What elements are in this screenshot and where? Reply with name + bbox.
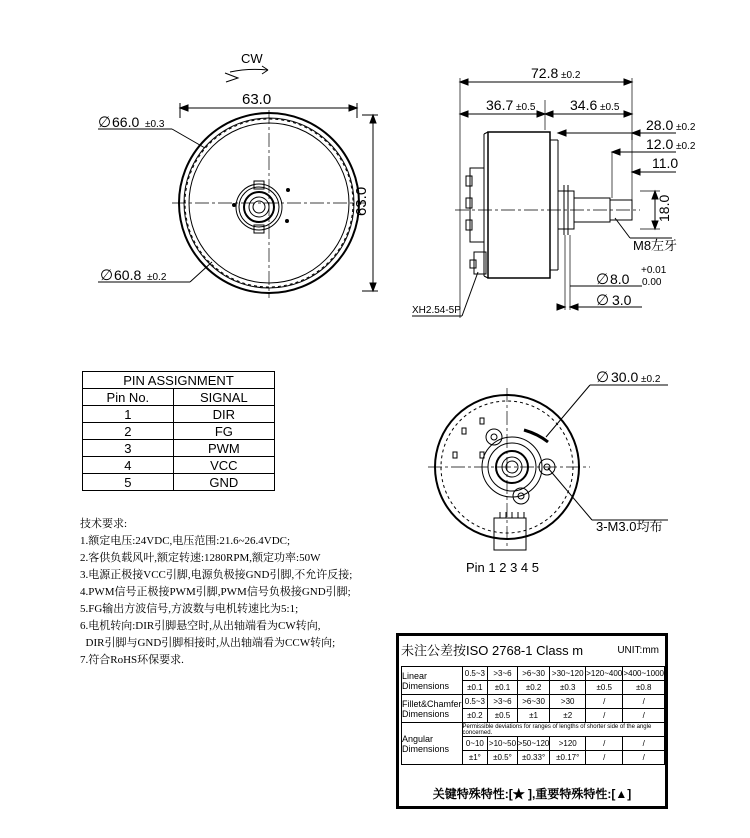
fillet-label: Fillet&Chamfer Dimensions bbox=[402, 695, 463, 723]
thread-label: M8左牙 bbox=[633, 238, 678, 253]
connector-label: XH2.54-5P bbox=[412, 305, 461, 316]
angular-note: Permissible deviations for ranges of lengths of shorter side of the angle concerned. bbox=[462, 723, 664, 737]
overall-dim: 72.8 bbox=[531, 65, 559, 81]
shaft-tol-upper: +0.01 bbox=[641, 265, 667, 276]
note-line: 4.PWM信号正极接PWM引脚,PWM信号负极接GND引脚; bbox=[80, 586, 351, 598]
shaft-dia-symbol: ∅ bbox=[596, 271, 610, 288]
value-cell: ±0.2 bbox=[462, 709, 488, 723]
table-row bbox=[83, 423, 275, 440]
right-len-tol: ±0.5 bbox=[600, 102, 620, 113]
tolerance-grid bbox=[401, 666, 665, 765]
range-cell: >120 bbox=[550, 737, 586, 751]
note-line: 6.电机转向:DIR引脚悬空时,从出轴端看为CW转向, bbox=[80, 620, 321, 632]
slash-cell: / bbox=[623, 737, 665, 751]
value-cell: ±0.33° bbox=[517, 751, 550, 765]
signal-col-header: SIGNAL bbox=[173, 389, 274, 406]
rear-dia-symbol: ∅ bbox=[596, 369, 610, 386]
d18-dim: 18.0 bbox=[656, 194, 672, 222]
range-cell: >10~50 bbox=[488, 737, 517, 751]
note-line: 5.FG输出方波信号,方波数与电机转速比为5:1; bbox=[80, 603, 299, 615]
pin-number: 2 bbox=[83, 423, 174, 440]
table-row bbox=[402, 723, 665, 737]
range-cell: 0.5~3 bbox=[462, 667, 488, 681]
rotation-label: CW bbox=[241, 51, 263, 66]
range-cell: 0~10 bbox=[462, 737, 488, 751]
bore-dia-symbol: ∅ bbox=[596, 292, 610, 309]
d12-tol: ±0.2 bbox=[676, 141, 696, 152]
range-cell: >3~6 bbox=[488, 695, 517, 709]
range-cell: >3~6 bbox=[488, 667, 517, 681]
pin-number: 3 bbox=[83, 440, 174, 457]
slash-cell: / bbox=[623, 751, 665, 765]
angular-label: Angular Dimensions bbox=[402, 723, 463, 765]
rear-dia-dim: 30.0 bbox=[611, 369, 639, 385]
pin-signal: FG bbox=[173, 423, 274, 440]
slash-cell: / bbox=[623, 695, 665, 709]
pin-col-header: Pin No. bbox=[83, 389, 174, 406]
value-cell: ±0.1 bbox=[462, 681, 488, 695]
range-cell: >30~120 bbox=[550, 667, 586, 681]
side-view bbox=[412, 78, 679, 318]
pin-signal: DIR bbox=[173, 406, 274, 423]
overall-tol: ±0.2 bbox=[561, 70, 581, 81]
outer-dia-symbol: ∅ bbox=[98, 114, 112, 131]
shaft-tol-lower: 0.00 bbox=[642, 277, 662, 288]
tolerance-title: 未注公差按ISO 2768-1 Class m bbox=[401, 643, 584, 658]
outer-dia-dim: 66.0 bbox=[112, 114, 140, 130]
range-cell: 0.5~3 bbox=[462, 695, 488, 709]
d28-tol: ±0.2 bbox=[676, 122, 696, 133]
shaft-dia-dim: 8.0 bbox=[610, 271, 630, 287]
slash-cell: / bbox=[585, 751, 622, 765]
value-cell: ±0.5 bbox=[488, 709, 517, 723]
front-height-dim: 63.0 bbox=[353, 186, 370, 216]
note-line: 1.额定电压:24VDC,电压范围:21.6~26.4VDC; bbox=[80, 535, 291, 547]
notes-title: 技术要求: bbox=[80, 518, 128, 530]
outer-dia-tol: ±0.3 bbox=[145, 119, 165, 130]
value-cell: ±0.8 bbox=[623, 681, 665, 695]
table-row bbox=[83, 474, 275, 491]
pin-signal: PWM bbox=[173, 440, 274, 457]
slash-cell: / bbox=[585, 737, 622, 751]
left-len-dim: 36.7 bbox=[486, 97, 514, 113]
value-cell: ±1° bbox=[462, 751, 488, 765]
right-len-dim: 34.6 bbox=[570, 97, 598, 113]
inner-dia-symbol: ∅ bbox=[100, 267, 114, 284]
pin-number: 5 bbox=[83, 474, 174, 491]
value-cell: ±0.5 bbox=[585, 681, 622, 695]
slash-cell: / bbox=[623, 709, 665, 723]
technical-requirements bbox=[80, 516, 410, 669]
d28-dim: 28.0 bbox=[646, 117, 674, 133]
range-cell: >6~30 bbox=[517, 695, 550, 709]
pin-signal: VCC bbox=[173, 457, 274, 474]
bore-dia-dim: 3.0 bbox=[612, 292, 632, 308]
inner-dia-tol: ±0.2 bbox=[147, 272, 167, 283]
table-row bbox=[83, 457, 275, 474]
tolerance-table bbox=[396, 633, 668, 809]
table-row bbox=[402, 695, 665, 709]
front-width-dim: 63.0 bbox=[242, 91, 272, 108]
note-line: 7.符合RoHS环保要求. bbox=[80, 654, 184, 666]
slash-cell: / bbox=[585, 709, 622, 723]
unit-label: UNIT:mm bbox=[617, 645, 659, 656]
range-cell: >6~30 bbox=[517, 667, 550, 681]
front-view bbox=[98, 66, 378, 298]
table-row bbox=[402, 667, 665, 681]
table-row bbox=[83, 406, 275, 423]
value-cell: ±0.5° bbox=[488, 751, 517, 765]
rear-dia-tol: ±0.2 bbox=[641, 374, 661, 385]
linear-label: Linear Dimensions bbox=[402, 667, 463, 695]
value-cell: ±2 bbox=[550, 709, 586, 723]
inner-dia-dim: 60.8 bbox=[114, 267, 142, 283]
table-row bbox=[83, 440, 275, 457]
pin-assignment-table bbox=[82, 371, 275, 491]
range-cell: >30 bbox=[550, 695, 586, 709]
range-cell: >400~1000 bbox=[623, 667, 665, 681]
pin-label: Pin 1 2 3 4 5 bbox=[466, 560, 539, 575]
value-cell: ±1 bbox=[517, 709, 550, 723]
d12-dim: 12.0 bbox=[646, 136, 674, 152]
note-line: DIR引脚与GND引脚相接时,从出轴端看为CCW转向; bbox=[80, 637, 336, 649]
value-cell: ±0.2 bbox=[517, 681, 550, 695]
slash-cell: / bbox=[585, 695, 622, 709]
note-line: 3.电源正极接VCC引脚,电源负极接GND引脚,不允许反接; bbox=[80, 569, 353, 581]
range-cell: >50~120 bbox=[517, 737, 550, 751]
value-cell: ±0.3 bbox=[550, 681, 586, 695]
d11-dim: 11.0 bbox=[652, 155, 679, 171]
special-characteristics: 关键特殊特性:[★ ],重要特殊特性:[▲] bbox=[432, 787, 632, 801]
note-line: 2.客供负载风叶,额定转速:1280RPM,额定功率:50W bbox=[80, 552, 321, 564]
pin-number: 1 bbox=[83, 406, 174, 423]
pin-signal: GND bbox=[173, 474, 274, 491]
range-cell: >120~400 bbox=[585, 667, 622, 681]
value-cell: ±0.17° bbox=[550, 751, 586, 765]
left-len-tol: ±0.5 bbox=[516, 102, 536, 113]
value-cell: ±0.1 bbox=[488, 681, 517, 695]
pin-number: 4 bbox=[83, 457, 174, 474]
holes-label: 3-M3.0均布 bbox=[596, 519, 663, 534]
pin-table-title: PIN ASSIGNMENT bbox=[83, 372, 275, 389]
